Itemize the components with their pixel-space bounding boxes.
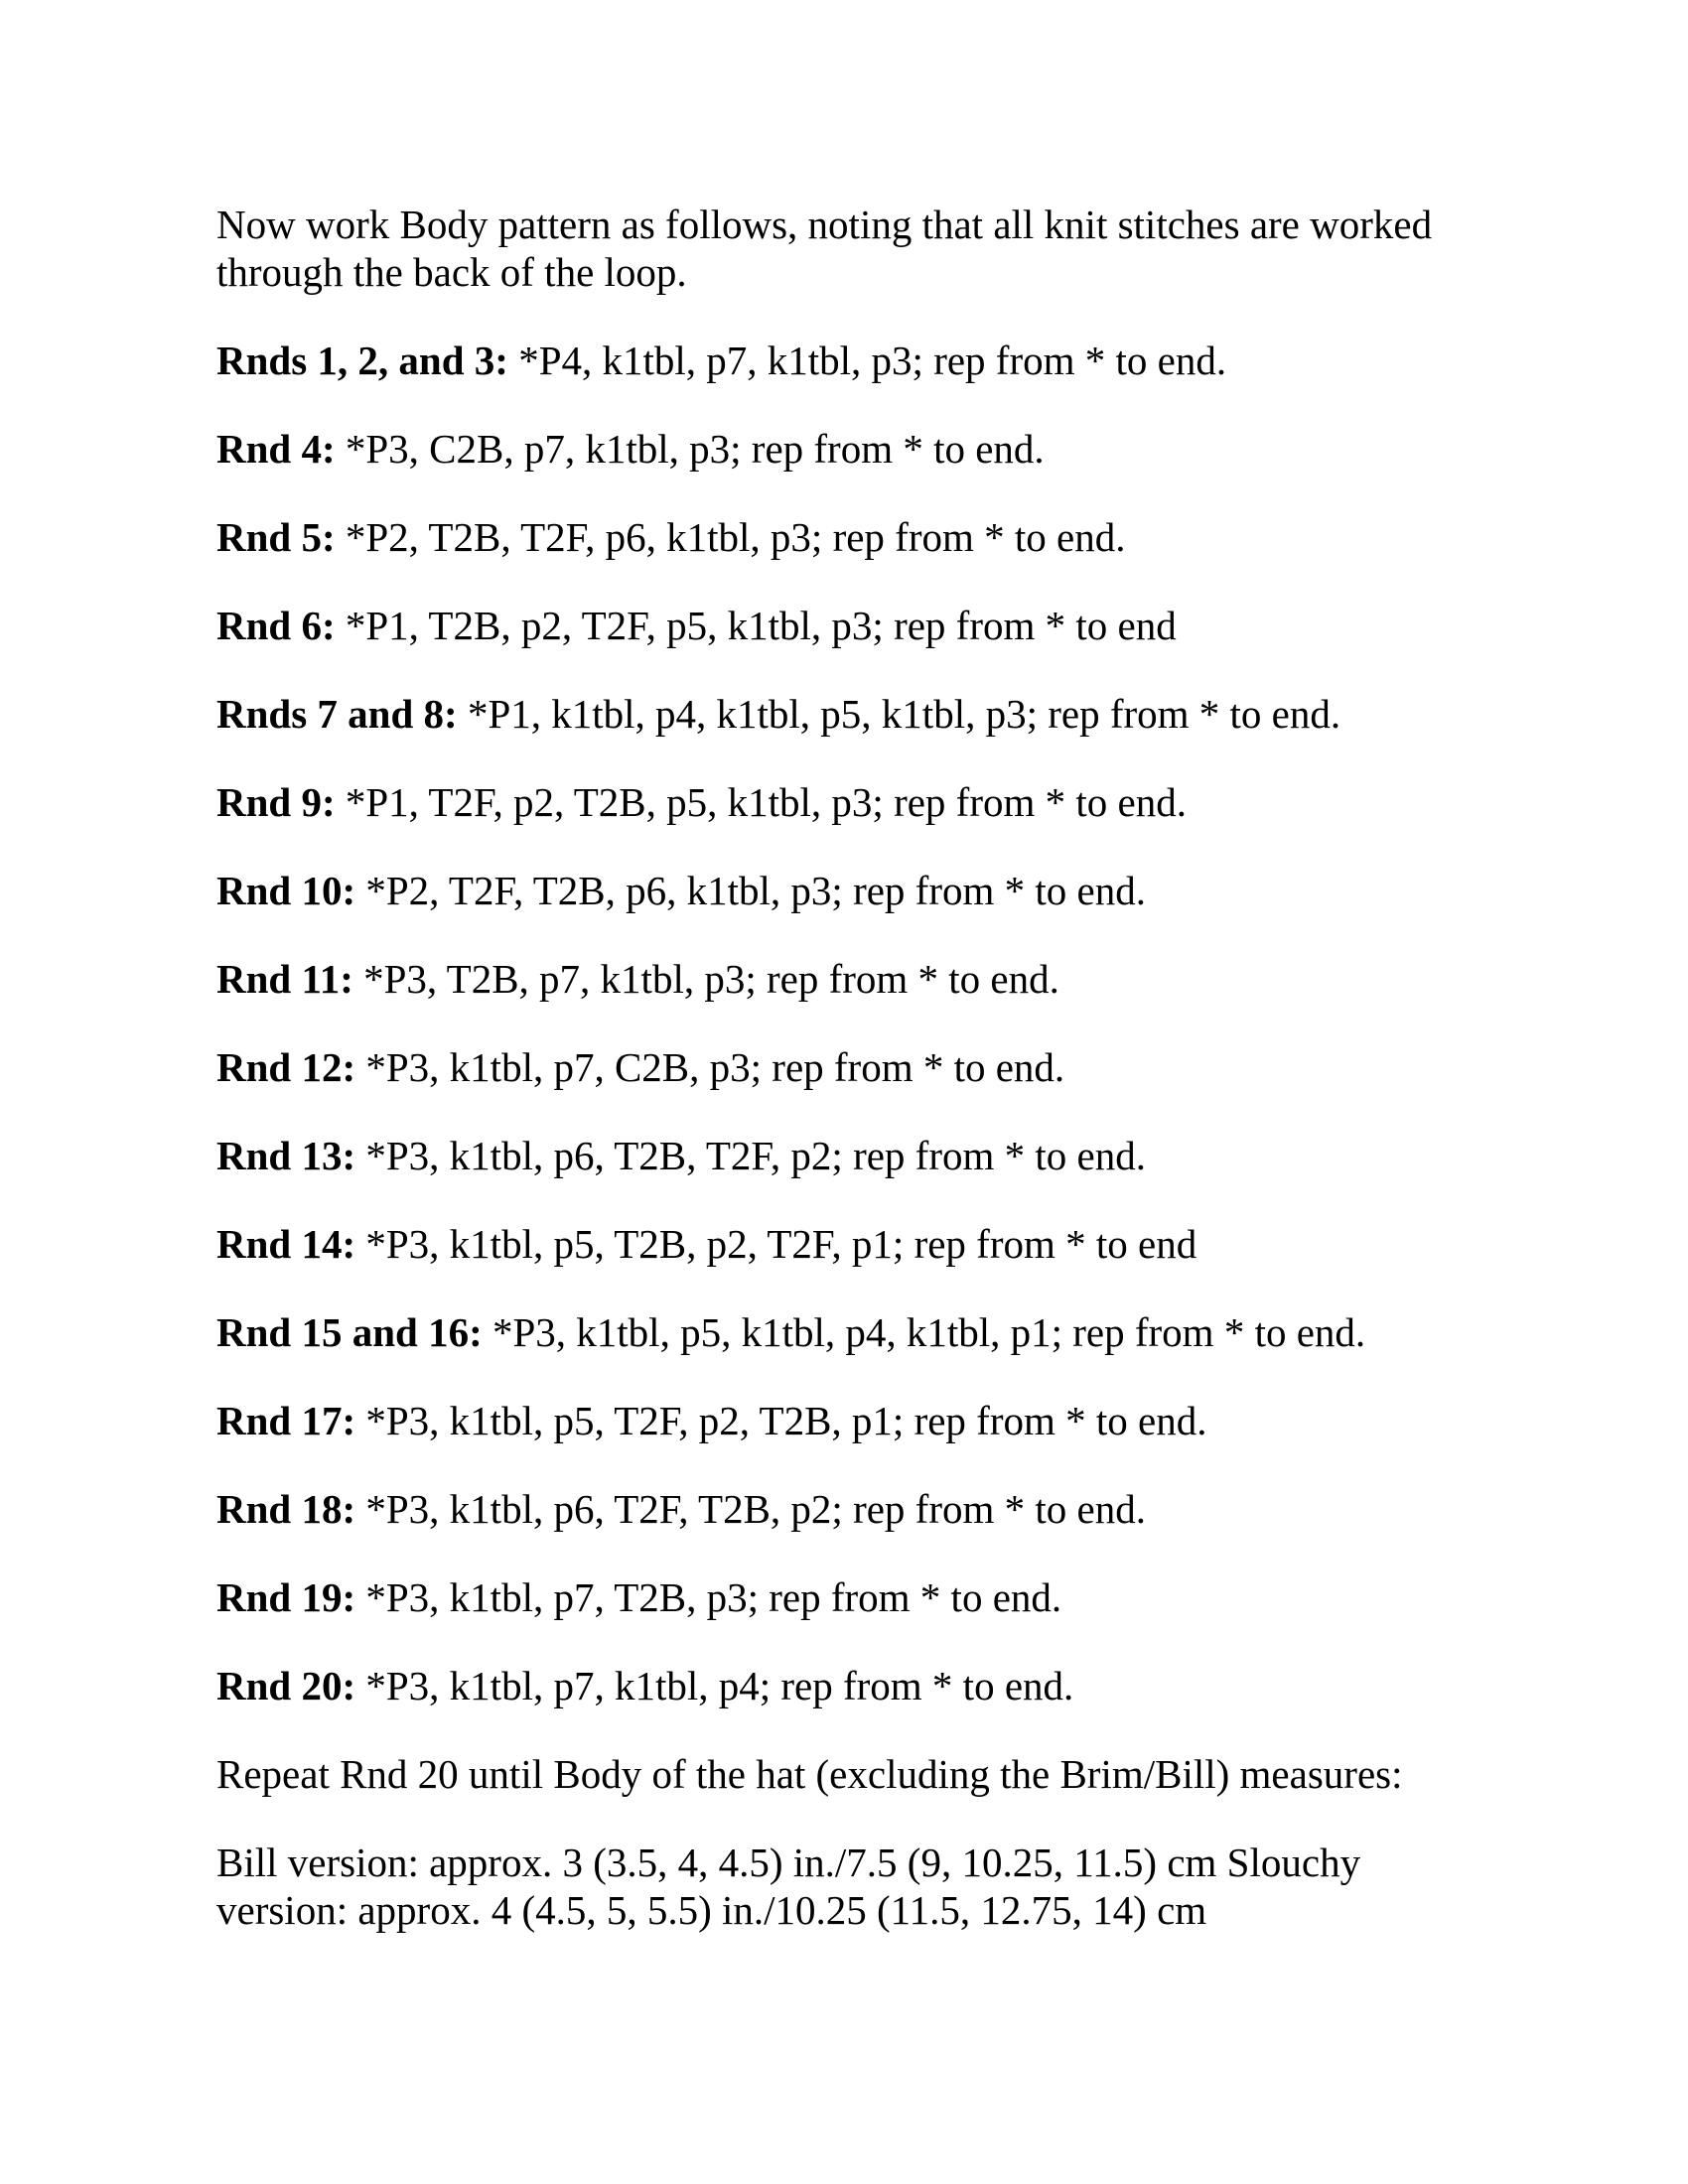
text-line: *P3, T2B, p7, k1tbl, p3; rep from * to end. (363, 956, 1059, 1002)
text-line: *P3, k1tbl, p5, k1tbl, p4, k1tbl, p1; rep from * to end. (492, 1309, 1366, 1355)
text-line: *P3, k1tbl, p6, T2B, T2F, p2; rep from * to end. (365, 1133, 1146, 1178)
document-page (216, 201, 1499, 1975)
text-line: *P3, k1tbl, p7, T2B, p3; rep from * to end. (365, 1574, 1062, 1620)
round-label: Rnd 4: (216, 426, 336, 472)
round-label: Rnd 15 and 16: (216, 1309, 483, 1355)
pattern-round-paragraph (216, 602, 1499, 649)
text-line: *P3, k1tbl, p5, T2B, p2, T2F, p1; rep from * to end (365, 1221, 1197, 1267)
pattern-round-paragraph (216, 778, 1499, 826)
pattern-round-paragraph (216, 1485, 1499, 1533)
round-label: Rnd 20: (216, 1663, 356, 1708)
text-line: *P1, k1tbl, p4, k1tbl, p5, k1tbl, p3; rep from * to end. (467, 691, 1341, 737)
round-label: Rnd 9: (216, 779, 336, 825)
pattern-round-paragraph (216, 867, 1499, 914)
text-line: *P3, k1tbl, p7, k1tbl, p4; rep from * to end. (365, 1663, 1074, 1708)
text-line: *P2, T2F, T2B, p6, k1tbl, p3; rep from * to end. (365, 868, 1146, 913)
round-label: Rnd 12: (216, 1044, 356, 1090)
text-line: Bill version: approx. 3 (3.5, 4, 4.5) in./7.5 (9, 10.25, 11.5) cm Slouchy (216, 1840, 1361, 1885)
round-label: Rnd 17: (216, 1398, 356, 1443)
round-label: Rnd 5: (216, 514, 336, 560)
round-label: Rnd 11: (216, 956, 353, 1002)
text-line: through the back of the loop. (216, 249, 687, 295)
pattern-round-paragraph (216, 513, 1499, 561)
text-line: *P3, k1tbl, p6, T2F, T2B, p2; rep from * to end. (365, 1486, 1146, 1532)
pattern-round-paragraph (216, 1397, 1499, 1444)
text-line: *P3, k1tbl, p5, T2F, p2, T2B, p1; rep from * to end. (365, 1398, 1207, 1443)
round-label: Rnd 10: (216, 868, 356, 913)
text-line: *P4, k1tbl, p7, k1tbl, p3; rep from * to end. (518, 338, 1227, 383)
round-label: Rnds 1, 2, and 3: (216, 338, 508, 383)
pattern-round-paragraph (216, 955, 1499, 1003)
pattern-round-paragraph (216, 1220, 1499, 1268)
text-line: version: approx. 4 (4.5, 5, 5.5) in./10.25 (11.5, 12.75, 14) cm (216, 1887, 1207, 1933)
text-line: *P2, T2B, T2F, p6, k1tbl, p3; rep from * to end. (345, 514, 1126, 560)
body-paragraph (216, 201, 1499, 296)
body-paragraph (216, 1750, 1499, 1798)
pattern-round-paragraph (216, 425, 1499, 473)
round-label: Rnd 14: (216, 1221, 356, 1267)
pattern-round-paragraph (216, 1132, 1499, 1179)
round-label: Rnd 19: (216, 1574, 356, 1620)
text-line: Repeat Rnd 20 until Body of the hat (excluding the Brim/Bill) measures: (216, 1751, 1403, 1797)
pattern-round-paragraph (216, 1308, 1499, 1356)
pattern-round-paragraph (216, 1573, 1499, 1621)
round-label: Rnd 13: (216, 1133, 356, 1178)
pattern-round-paragraph (216, 1662, 1499, 1709)
pattern-round-paragraph (216, 337, 1499, 384)
body-paragraph (216, 1839, 1499, 1934)
text-line: *P1, T2B, p2, T2F, p5, k1tbl, p3; rep from * to end (345, 603, 1177, 648)
text-line: Now work Body pattern as follows, noting that all knit stitches are worked (216, 202, 1433, 247)
round-label: Rnd 18: (216, 1486, 356, 1532)
round-label: Rnd 6: (216, 603, 336, 648)
text-line: *P1, T2F, p2, T2B, p5, k1tbl, p3; rep from * to end. (345, 779, 1187, 825)
text-line: *P3, k1tbl, p7, C2B, p3; rep from * to end. (365, 1044, 1065, 1090)
pattern-round-paragraph (216, 1043, 1499, 1091)
pattern-round-paragraph (216, 690, 1499, 738)
text-line: *P3, C2B, p7, k1tbl, p3; rep from * to end. (345, 426, 1045, 472)
round-label: Rnds 7 and 8: (216, 691, 458, 737)
